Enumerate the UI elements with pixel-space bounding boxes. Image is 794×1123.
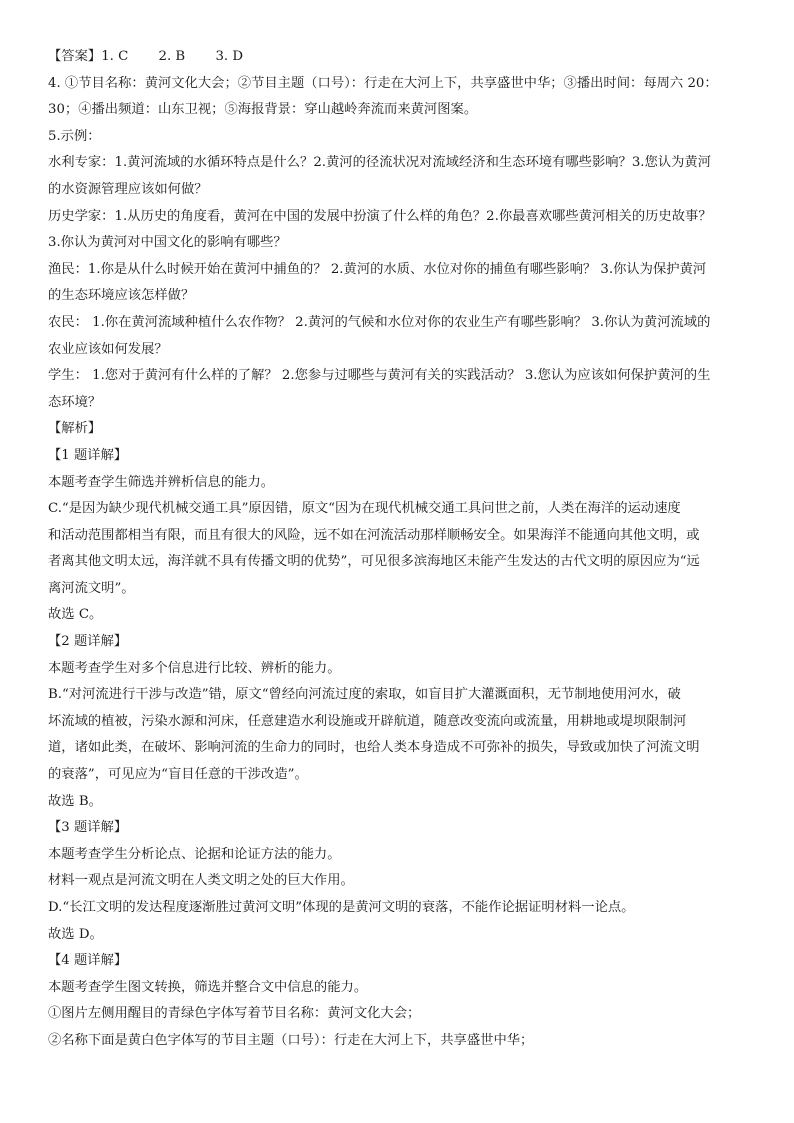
text-line: 的生态环境应该怎样做？	[48, 288, 195, 304]
text-line: 道，诸如此类，在破坏、影响河流的生命力的同时，也给人类本身造成不可弥补的损失，导致或加快了河流文明	[48, 740, 700, 756]
text-line: 的衰落”，可见应为“盲目任意的干涉改造”。	[48, 767, 308, 783]
text-line: ②名称下面是黄白色字体写的节目主题（口号）：行走在大河上下，共享盛世中华；	[48, 1032, 534, 1048]
text-line: 本题考查学生对多个信息进行比较、辨析的能力。	[48, 660, 341, 676]
q5-answer	[48, 124, 750, 417]
text-line: 本题考查学生筛选并辨析信息的能力。	[48, 474, 275, 490]
text-line: 本题考查学生图文转换，筛选并整合文中信息的能力。	[48, 979, 368, 995]
text-line: 者离其他文明太远，海洋就不具有传播文明的优势”，可见很多滨海地区未能产生发达的古代文明的原因应为“远	[48, 554, 700, 570]
answer-1: 1. C	[101, 49, 129, 64]
text-line: 农民： 1.你在黄河流域种植什么农作物？ 2.黄河的气候和水位对你的农业生产有哪些影响？ 3.你认为黄河流域的	[48, 314, 711, 330]
text-line: 离河流文明”。	[48, 580, 135, 596]
text-line: 水利专家：1.黄河流域的水循环特点是什么？2.黄河的径流状况对流域经济和生态环境有哪些影响？3.您认为黄河	[48, 155, 712, 171]
text-line: 学生： 1.您对于黄河有什么样的了解？ 2.您参与过哪些与黄河有关的实践活动？ 3.您认为应该如何保护黄河的生	[48, 368, 711, 384]
text-line: 历史学家：1.从历史的角度看，黄河在中国的发展中扮演了什么样的角色？2.你最喜欢哪些黄河相关的历史故事？	[48, 208, 712, 224]
text-line: 农业应该如何发展？	[48, 341, 168, 357]
text-line: 本题考查学生分析论点、论据和论证方法的能力。	[48, 846, 341, 862]
text-line: 故选 C。	[48, 607, 103, 623]
text-line: 材料一观点是河流文明在人类文明之处的巨大作用。	[48, 873, 354, 889]
answer-3: 3. D	[215, 49, 244, 64]
section-heading: 【2 题详解】	[48, 634, 128, 650]
text-line: 故选 B。	[48, 793, 102, 809]
text-line: 故选 D。	[48, 926, 103, 942]
text-line: 渔民：1.你是从什么时候开始在黄河中捕鱼的？ 2.黄河的水质、水位对你的捕鱼有哪些影响？ 3.你认为保护黄河	[48, 261, 707, 277]
q4-answer	[48, 71, 750, 124]
text-line: 3.你认为黄河对中国文化的影响有哪些？	[48, 235, 287, 251]
text-line: 30；④播出频道：山东卫视；⑤海报背景：穿山越岭奔流而来黄河图案。	[48, 102, 478, 118]
answer-tag: 【答案】	[48, 49, 102, 64]
answer-line	[48, 44, 750, 71]
text-line: 和活动范围都相当有限，而且有很大的风险，远不如在河流活动那样顺畅安全。如果海洋不能通向其他文明，或	[48, 527, 700, 543]
text-line: C.“是因为缺少现代机械交通工具”原因错，原文“因为在现代机械交通工具问世之前，人类在海洋的运动速度	[48, 501, 681, 517]
text-line: D.“长江文明的发达程度逐渐胜过黄河文明”体现的是黄河文明的衰落，不能作论据证明材料一论点。	[48, 900, 635, 915]
text-line: 4. ①节目名称：黄河文化大会；②节目主题（口号）：行走在大河上下，共享盛世中华；③播出时间：每周六 20：	[48, 75, 718, 91]
text-line: ①图片左侧用醒目的青绿色字体写着节目名称：黄河文化大会；	[48, 1006, 421, 1022]
analysis-section	[48, 416, 750, 1054]
section-heading: 【3 题详解】	[48, 820, 128, 836]
text-line: 的水资源管理应该如何做？	[48, 181, 208, 197]
text-line: 5.示例：	[48, 128, 101, 144]
section-heading: 【4 题详解】	[48, 953, 128, 969]
text-line: B.“对河流进行干涉与改造”错，原文“曾经向河流过度的索取，如盲目扩大灌溉面积，无节制地使用河水，破	[48, 687, 681, 703]
section-heading: 【1 题详解】	[48, 447, 128, 463]
answer-2: 2. B	[158, 49, 186, 64]
text-line: 坏流域的植被，污染水源和河床，任意建造水利设施或开辟航道，随意改变流向或流量，用耕地或堤坝限制河	[48, 713, 687, 729]
text-line: 态环境？	[48, 394, 102, 410]
section-heading: 【解析】	[48, 421, 102, 437]
